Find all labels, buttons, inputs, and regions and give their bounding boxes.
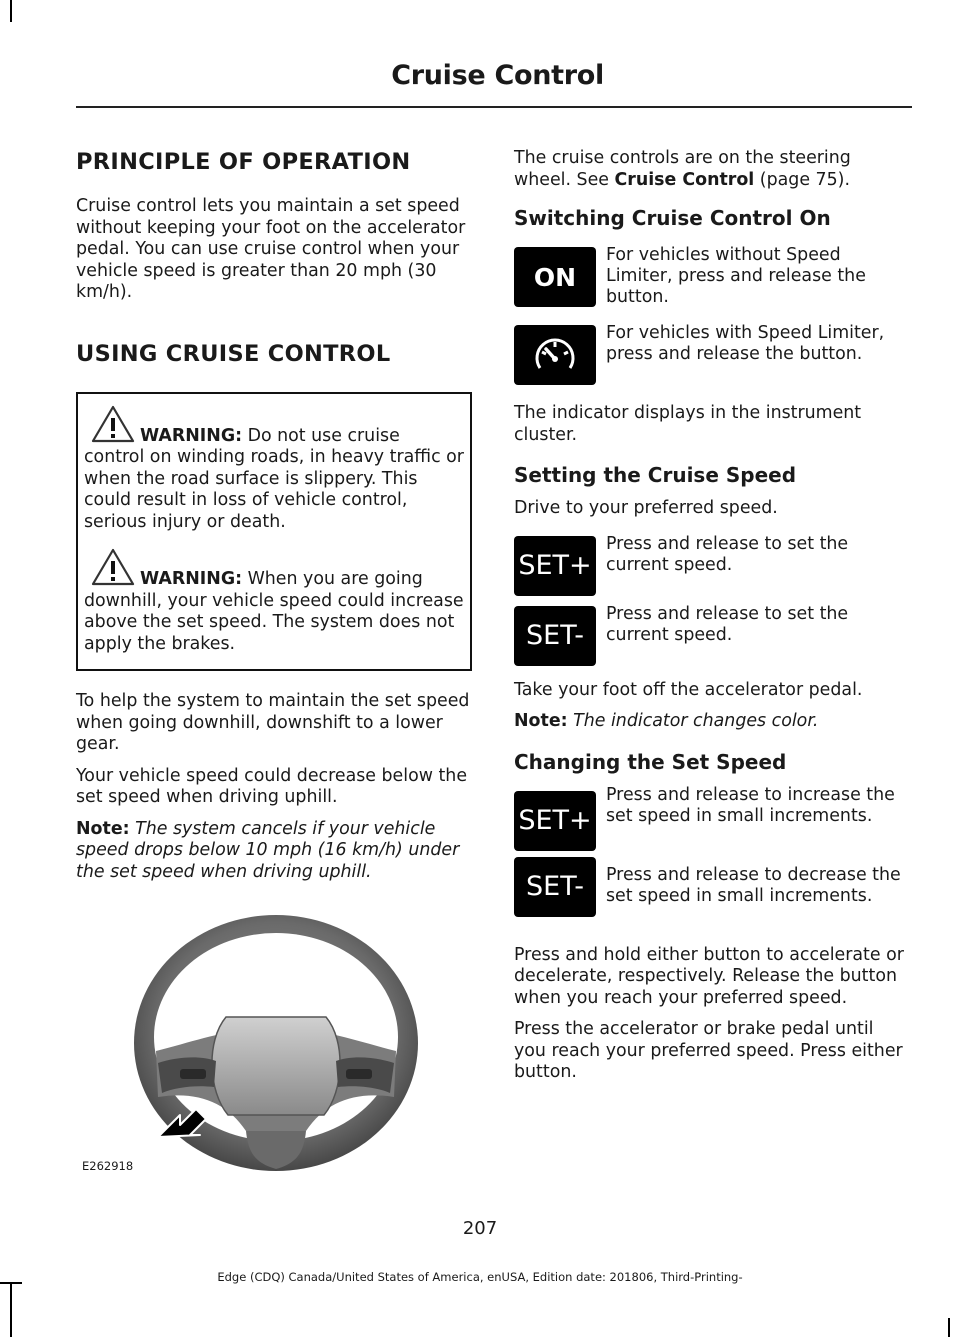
control-row-decrease xyxy=(514,865,910,931)
set-plus-label: SET+ xyxy=(518,805,592,836)
set-minus-button-icon xyxy=(514,606,596,666)
indicator-note xyxy=(514,711,910,733)
heading-setting: Setting the Cruise Speed xyxy=(514,463,797,487)
warning-2-text: When you are going downhill, your vehicle speed could increase above the set speed. The system does not apply the brakes. xyxy=(84,569,464,654)
page-number: 207 xyxy=(462,1218,498,1239)
page-footer: Edge (CDQ) Canada/United States of America, enUSA, Edition date: 201806, Third-Printing- xyxy=(217,1270,743,1284)
control-row-increase xyxy=(514,785,910,851)
heading-using: USING CRUISE CONTROL xyxy=(76,340,391,367)
uphill-paragraph: Your vehicle speed could decrease below the set speed when driving uphill. xyxy=(76,765,468,807)
crop-mark-bottom-right xyxy=(948,1318,950,1337)
set-plus-label: SET+ xyxy=(518,550,592,581)
on-label: ON xyxy=(533,262,577,292)
control-row-on xyxy=(514,245,910,311)
crop-mark-top-left xyxy=(10,0,12,22)
warning-1-text: Do not use cruise control on winding roads, in heavy traffic or when the road surface is slippery. This could result in loss of vehicle control, serious injury or death. xyxy=(84,425,464,532)
steering-wheel-illustration xyxy=(76,901,436,1175)
warning-1 xyxy=(84,410,464,534)
indicator-paragraph: The indicator displays in the instrument cluster. xyxy=(514,403,862,445)
header-divider xyxy=(76,106,912,108)
heading-switching: Switching Cruise Control On xyxy=(514,206,831,230)
control-row-set-plus xyxy=(514,534,910,600)
warning-1-label: WARNING: xyxy=(140,425,243,446)
left-column xyxy=(76,148,476,1175)
warning-triangle-icon xyxy=(90,547,136,587)
set-minus-label: SET- xyxy=(526,620,584,651)
crop-mark-bottom-left xyxy=(10,1282,12,1337)
increase-text: Press and release to increase the set speed in small increments. xyxy=(606,784,895,826)
set-plus-button-icon xyxy=(514,536,596,596)
foot-paragraph: Take your foot off the accelerator pedal. xyxy=(514,679,863,700)
note-text-right: The indicator changes color. xyxy=(567,711,819,731)
control-limiter-text: For vehicles with Speed Limiter, press and release the button. xyxy=(606,323,885,364)
principle-paragraph: Cruise control lets you maintain a set speed without keeping your foot on the accelerator pedal. You can use cruise control when your vehicle speed is greater than 20 mph (30 km/h). xyxy=(76,196,466,302)
on-button-icon xyxy=(514,247,596,307)
hold-paragraph: Press and hold either button to accelerate or decelerate, respectively. Release the button when you reach your preferred speed. xyxy=(514,944,904,1008)
drive-paragraph: Drive to your preferred speed. xyxy=(514,498,778,518)
set-minus-text: Press and release to set the current speed. xyxy=(606,603,849,645)
control-row-set-minus xyxy=(514,604,910,670)
heading-changing: Changing the Set Speed xyxy=(514,749,787,774)
downhill-paragraph: To help the system to maintain the set speed when going downhill, downshift to a lower gear. xyxy=(76,691,470,754)
note-text: The system cancels if your vehicle speed drops below 10 mph (16 km/h) under the set speed when driving uphill. xyxy=(76,818,460,882)
pedal-paragraph: Press the accelerator or brake pedal until you reach your preferred speed. Press either button. xyxy=(514,1019,903,1082)
set-minus-label: SET- xyxy=(526,871,584,902)
intro-page-ref: (page 75). xyxy=(754,169,850,190)
speedometer-button-icon xyxy=(514,325,596,385)
warning-2 xyxy=(84,553,464,655)
steering-wheel-figure xyxy=(76,901,436,1175)
set-plus-text: Press and release to set the current speed. xyxy=(606,533,849,575)
cross-reference-link[interactable]: Cruise Control xyxy=(614,169,755,190)
figure-code: E262918 xyxy=(82,1159,134,1173)
control-on-text: For vehicles without Speed Limiter, press and release the button. xyxy=(606,245,866,307)
decrease-text: Press and release to decrease the set speed in small increments. xyxy=(606,864,901,906)
set-plus-button-icon xyxy=(514,791,596,851)
right-column xyxy=(514,148,910,1084)
intro-text: The cruise controls are on the steering wheel. See xyxy=(514,148,851,190)
warning-2-label: WARNING: xyxy=(140,569,243,589)
speedometer-icon xyxy=(532,332,578,378)
heading-principle: PRINCIPLE OF OPERATION xyxy=(76,149,411,175)
warning-box xyxy=(76,392,472,672)
page-header-title: Cruise Control xyxy=(391,60,604,91)
warning-triangle-icon xyxy=(90,404,136,444)
control-row-limiter xyxy=(514,323,910,389)
intro-paragraph xyxy=(514,148,910,191)
set-minus-button-icon xyxy=(514,857,596,917)
note-label-right: Note: xyxy=(514,711,568,731)
uphill-note xyxy=(76,819,476,884)
note-label: Note: xyxy=(76,818,130,839)
